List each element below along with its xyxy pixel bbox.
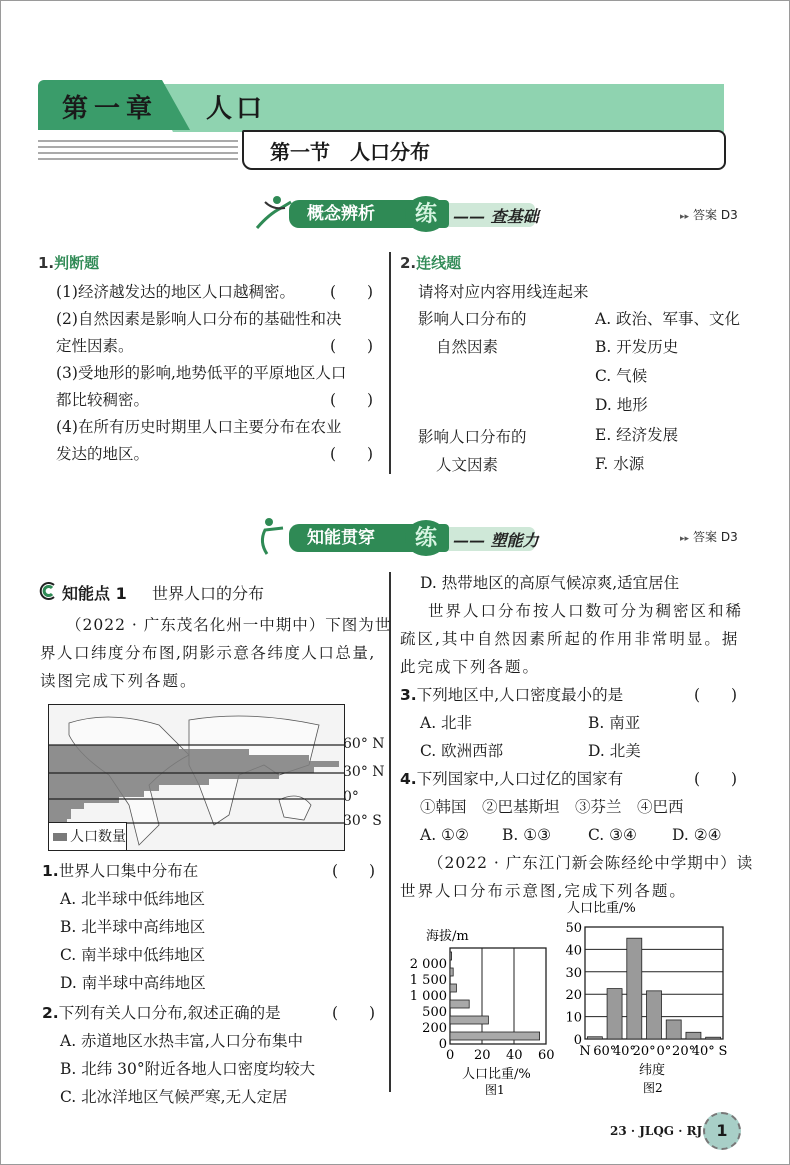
judge-line-7: 发达的地区。 (56, 445, 150, 463)
fig2-xtick: 0° (656, 1044, 672, 1059)
judge-line-6: (4)在所有历史时期里人口主要分布在农业 (56, 418, 342, 436)
intro-line: 此完成下列各题。 (400, 658, 541, 676)
lat-label-30n: 30° N (343, 764, 385, 780)
judge-line-4: (3)受地形的影响,地势低平的平原地区人口 (56, 364, 347, 382)
fig1-xtick: 40 (506, 1048, 523, 1063)
match-left-2a[interactable]: 影响人口分布的 (418, 428, 527, 446)
fig2-xtick: 40° (691, 1044, 715, 1059)
question-4-stem: 4.下列国家中,人口过亿的国家有 (400, 770, 624, 788)
answer-blank[interactable]: ( ) (330, 283, 374, 301)
question-2-stem: 2.下列有关人口分布,叙述正确的是 (42, 1004, 281, 1022)
option-d[interactable]: D. 北美 (588, 742, 641, 760)
answer-blank[interactable]: ( ) (694, 686, 738, 704)
practice-badge: 练 (405, 196, 447, 232)
question-4-items: ①韩国 ②巴基斯坦 ③芬兰 ④巴西 (420, 798, 684, 816)
fig1-ytick: 0 (438, 1037, 447, 1052)
fig2-xtick: 20° (672, 1044, 696, 1059)
column-divider (389, 572, 391, 1092)
answer-ref (680, 528, 738, 545)
answer-blank[interactable]: ( ) (330, 391, 374, 409)
fig1-yticks (410, 957, 447, 1052)
fig1-bars (450, 952, 540, 1040)
match-right-a[interactable]: A. 政治、军事、文化 (595, 310, 741, 328)
fig2-bar (627, 938, 642, 1039)
match-right-f[interactable]: F. 水源 (595, 455, 645, 473)
fig1-ytick: 200 (422, 1021, 447, 1036)
fig1-caption: 图1 (485, 1083, 505, 1095)
fig2-xtick: 60° (593, 1044, 617, 1059)
fig2-bar (607, 989, 622, 1039)
banner-label: 知能贯穿 (289, 524, 449, 552)
page-number: 1 (703, 1112, 741, 1150)
answer-blank[interactable]: ( ) (332, 1004, 376, 1022)
match-left-1a[interactable]: 影响人口分布的 (418, 310, 527, 328)
fig1-bar (450, 984, 456, 992)
chapter-number: 第一章 (62, 94, 159, 124)
fig2-xtick: N (579, 1044, 591, 1059)
judge-line-5: 都比较稠密。 (56, 391, 150, 409)
fig2-xticks (579, 1044, 727, 1059)
fig2-xtick: 40° (612, 1044, 636, 1059)
match-instruction: 请将对应内容用线连起来 (418, 283, 589, 301)
question-1-stem: 1.世界人口集中分布在 (42, 862, 199, 880)
fig2-ytick: 30 (565, 965, 582, 981)
legend-label: 人口数量 (70, 829, 126, 845)
question-heading: 1.判断题 (38, 254, 100, 272)
fig2-ylabel: 人口比重/% (567, 901, 636, 916)
option-c[interactable]: C. 南半球中低纬地区 (60, 946, 206, 964)
fig1-grid (482, 948, 514, 1044)
intro-line: （2022 · 广东江门新会陈经纶中学期中）读 (428, 854, 754, 872)
fig1-plot-frame (450, 948, 546, 1044)
banner-label: 概念辨析 (289, 200, 449, 228)
answer-ref (680, 206, 738, 223)
knowledge-point-label: 知能点 1 (62, 584, 127, 603)
banner-subtitle: —— 塑能力 (453, 531, 539, 550)
fig1-xlabel: 人口比重/% (462, 1067, 531, 1082)
option-d[interactable]: D. 南半球中高纬地区 (60, 974, 206, 992)
banner-subtitle: —— 查基础 (453, 207, 539, 226)
intro-line: 世界人口分布按人口数可分为稠密区和稀 (428, 602, 744, 620)
fig2-bars (587, 938, 720, 1039)
column-divider (389, 252, 391, 474)
intro-line: 疏区,其中自然因素所起的作用非常明显。据 (400, 630, 740, 648)
fig1-xticks (446, 1048, 555, 1063)
option-c[interactable]: C. 北冰洋地区气候严寒,无人定居 (60, 1088, 288, 1106)
fig1-ytick: 500 (422, 1005, 447, 1020)
lat-label-0: 0° (343, 789, 359, 805)
answer-blank[interactable]: ( ) (694, 770, 738, 788)
answer-blank[interactable]: ( ) (332, 862, 376, 880)
option-a[interactable]: A. 赤道地区水热丰富,人口分布集中 (60, 1032, 303, 1050)
fig2-bar (587, 1037, 602, 1039)
fig2-bar (647, 991, 662, 1039)
practice-badge: 练 (405, 520, 447, 556)
fig1-ylabel: 海拔/m (426, 929, 469, 944)
chapter-title: 人口 (206, 94, 267, 124)
match-right-c[interactable]: C. 气候 (595, 367, 648, 385)
fig2-xtick: 20° (632, 1044, 656, 1059)
fig2-ytick: 50 (565, 921, 582, 936)
lat-label-60n: 60° N (343, 736, 385, 752)
option-b[interactable]: B. 北纬 30°附近各地人口密度均较大 (60, 1060, 316, 1078)
book-code: 23 · JLQG · RJ (610, 1124, 703, 1138)
option-d[interactable]: D. 热带地区的高原气候凉爽,适宜居住 (420, 574, 680, 592)
match-right-d[interactable]: D. 地形 (595, 396, 648, 414)
option-b[interactable]: B. 北半球中高纬地区 (60, 918, 206, 936)
decorative-lines (38, 140, 238, 170)
option-b[interactable]: B. ①③ (502, 826, 552, 844)
answer-blank[interactable]: ( ) (330, 337, 374, 355)
intro-line: 世界人口分布示意图,完成下列各题。 (400, 882, 687, 900)
fig2-yticks (565, 921, 582, 1048)
fig1-bar (450, 1016, 488, 1024)
intro-line: 读图完成下列各题。 (40, 672, 198, 690)
fig1-bar (450, 1000, 469, 1008)
answer-blank[interactable]: ( ) (330, 445, 374, 463)
answer-ref-text: 答案 D3 (693, 530, 738, 544)
judge-line-1: (1)经济越发达的地区人口越稠密。 (56, 283, 295, 301)
fig1-ytick: 1 000 (409, 989, 447, 1004)
fig1-bar (450, 968, 453, 976)
knowledge-point-icon (38, 581, 58, 601)
fig1-xtick: 0 (446, 1048, 455, 1063)
knowledge-point-title: 世界人口的分布 (152, 584, 265, 603)
fig1-xtick: 60 (538, 1048, 555, 1063)
judge-line-2: (2)自然因素是影响人口分布的基础性和决 (56, 310, 342, 328)
fig2-xlabel: 纬度 (639, 1063, 666, 1078)
fig2-ytick: 40 (565, 943, 582, 959)
arrow-icon: ▸▸ (680, 534, 690, 544)
fig2-caption: 图2 (643, 1081, 663, 1095)
match-right-e[interactable]: E. 经济发展 (595, 426, 679, 444)
fig2-xtick: S (718, 1044, 728, 1059)
answer-ref-text: 答案 D3 (693, 208, 738, 222)
fig1-bar (450, 952, 452, 960)
arrow-icon: ▸▸ (680, 212, 690, 222)
map-legend (49, 822, 127, 850)
fig2-bar (666, 1020, 681, 1039)
section-title: 第一节 人口分布 (270, 140, 430, 164)
option-c[interactable]: C. 欧洲西部 (420, 742, 504, 760)
figure-1-chart (400, 920, 560, 1095)
fig2-bar (686, 1032, 701, 1039)
option-d[interactable]: D. ②④ (672, 826, 722, 844)
fig1-xtick: 20 (474, 1048, 491, 1063)
banner-ability (255, 522, 555, 552)
banner-concept (255, 198, 555, 228)
option-a[interactable]: A. 北非 (420, 714, 473, 732)
match-left-1b[interactable]: 自然因素 (436, 338, 499, 356)
intro-line: （2022 · 广东茂名化州一中期中）下图为世 (66, 616, 392, 634)
fig2-ytick: 20 (565, 988, 582, 1004)
option-a[interactable]: A. ①② (420, 826, 469, 844)
fig1-ytick: 2 000 (409, 957, 447, 972)
fig2-ytick: 10 (565, 1010, 582, 1026)
legend-swatch (53, 833, 67, 841)
match-left-2b[interactable]: 人文因素 (436, 456, 499, 474)
question-3-stem: 3.下列地区中,人口密度最小的是 (400, 686, 624, 704)
fig1-bar (450, 1032, 540, 1040)
world-population-latitude-map (48, 704, 345, 851)
match-right-b[interactable]: B. 开发历史 (595, 338, 679, 356)
question-heading: 2.连线题 (400, 254, 462, 272)
fig2-bar (706, 1037, 721, 1039)
fig1-ytick: 1 500 (409, 973, 447, 988)
fig2-ytick: 0 (573, 1033, 582, 1048)
intro-line: 界人口纬度分布图,阴影示意各纬度人口总量, (40, 644, 376, 662)
option-a[interactable]: A. 北半球中低纬地区 (60, 890, 206, 908)
option-c[interactable]: C. ③④ (588, 826, 637, 844)
figure-2-chart (555, 895, 745, 1095)
judge-line-3: 定性因素。 (56, 337, 134, 355)
option-b[interactable]: B. 南亚 (588, 714, 641, 732)
lat-label-30s: 30° S (343, 813, 382, 829)
